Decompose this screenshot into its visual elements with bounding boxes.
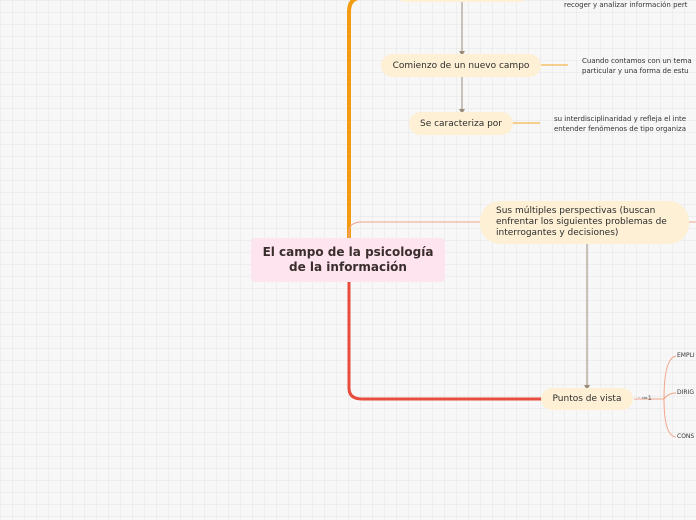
topic-perspectivas[interactable]: Sus múltiples perspectivas (buscan enfrentar los siguientes problemas de interrogantes y decisiones) xyxy=(480,201,689,244)
central-topic[interactable]: El campo de la psicología de la información xyxy=(251,238,445,282)
note-top: recoger y analizar información pert xyxy=(564,1,688,9)
note-caracteriza: su interdisciplinaridad y refleja el inte entender fenómenos de tipo organiza xyxy=(554,115,687,133)
note-comienzo: Cuando contamos con un tema particular y una forma de estu xyxy=(582,57,692,75)
branch-top-line xyxy=(349,0,358,238)
leaf-cons[interactable]: CONS xyxy=(677,433,695,440)
branch-perspectivas-line xyxy=(349,222,480,238)
leaf-dirig[interactable]: DIRIG xyxy=(677,389,694,396)
topic-top-hidden[interactable] xyxy=(397,0,527,2)
leaf-line-1 xyxy=(664,356,676,399)
leaf-line-2 xyxy=(664,393,676,399)
branch-bottom-line xyxy=(349,282,542,399)
leaf-line-3 xyxy=(664,399,676,437)
topic-caracteriza[interactable]: Se caracteriza por xyxy=(409,112,513,135)
subtopic-count-badge[interactable]: · ≔1 xyxy=(638,395,652,402)
topic-puntos-de-vista[interactable]: Puntos de vista xyxy=(541,388,633,410)
leaf-empli[interactable]: EMPLI xyxy=(677,352,695,359)
topic-comienzo[interactable]: Comienzo de un nuevo campo xyxy=(381,54,541,77)
